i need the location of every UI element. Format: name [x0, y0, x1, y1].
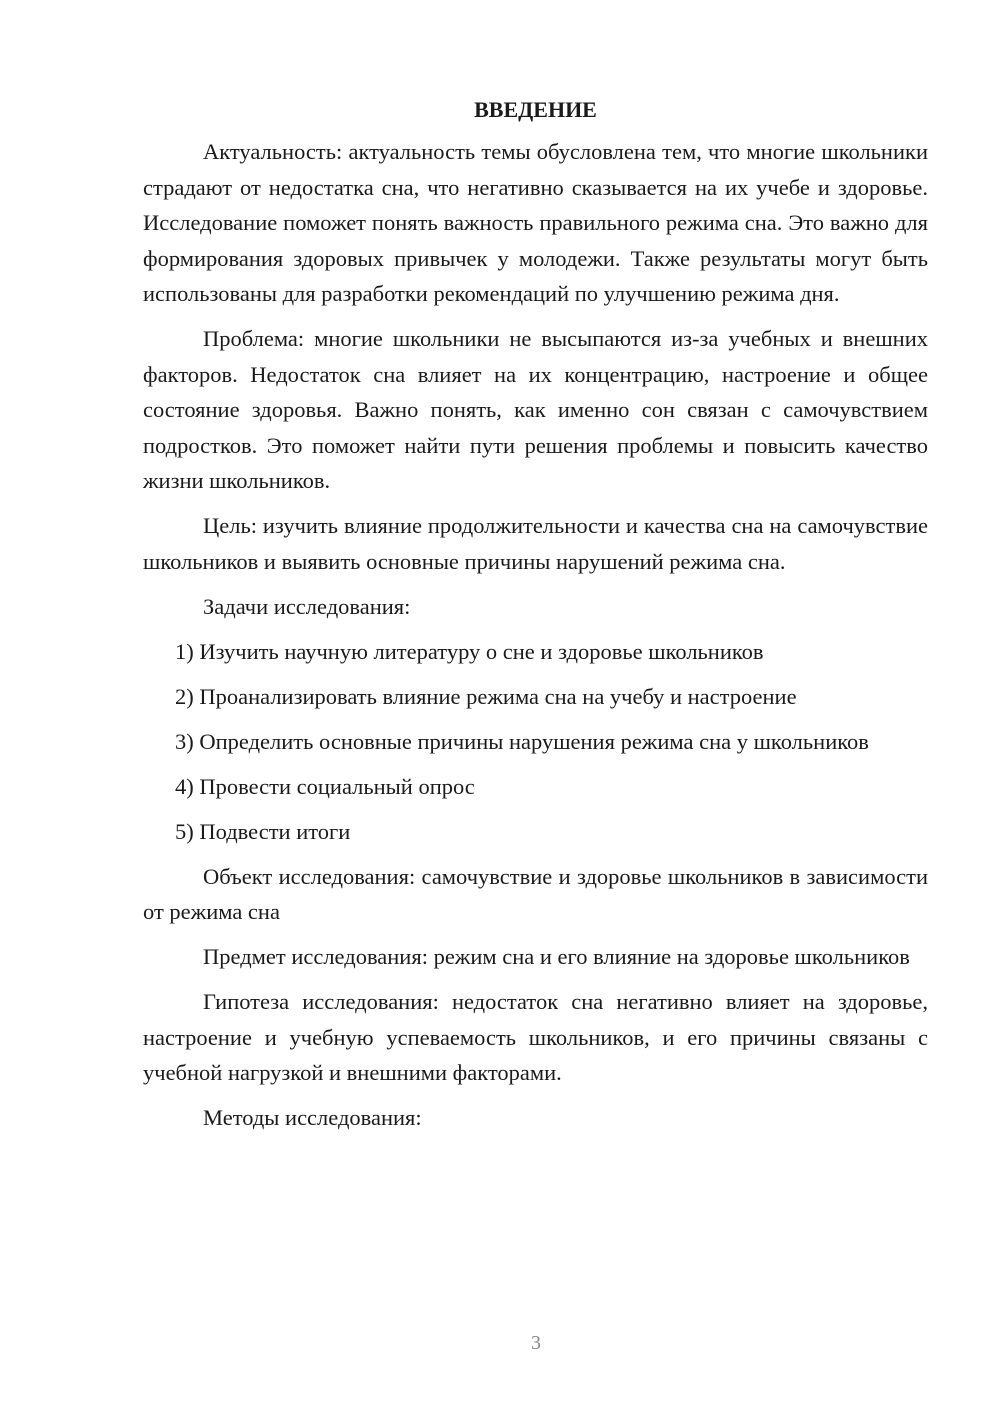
tasks-heading: Задачи исследования:	[203, 593, 411, 619]
page-number: 3	[531, 1332, 541, 1354]
task-item: 5) Подвести итоги	[175, 818, 351, 844]
hypothesis-paragraph: Гипотеза исследования: недостаток сна негативно влияет на здоровье, настроение и учебную успеваемость школьников, и его причины связаны с учебной нагрузкой и внешними факторами.	[143, 989, 928, 1085]
task-item: 4) Провести социальный опрос	[175, 773, 475, 799]
tasks-list	[143, 634, 928, 850]
task-item: 2) Проанализировать влияние режима сна на учебу и настроение	[175, 683, 797, 709]
section-title: ВВЕДЕНИЕ	[474, 97, 597, 122]
object-paragraph: Объект исследования: самочувствие и здоровье школьников в зависимости от режима сна	[143, 863, 928, 924]
task-item: 1) Изучить научную литературу о сне и здоровье школьников	[175, 638, 764, 664]
methods-heading: Методы исследования:	[203, 1105, 422, 1130]
relevance-paragraph: Актуальность: актуальность темы обусловлена тем, что многие школьники страдают от недостатка сна, что негативно сказывается на их учебе и здоровье. Исследование поможет понять важность правильного режима сна. Это важно для формирования здоровых привычек у молодежи. Также результаты могут быть использованы для разработки рекомендаций по улучшению режима дня.	[143, 139, 928, 306]
page-content	[143, 92, 928, 1145]
task-item: 3) Определить основные причины нарушения режима сна у школьников	[175, 728, 869, 754]
subject-paragraph: Предмет исследования: режим сна и его влияние на здоровье школьников	[203, 944, 910, 969]
problem-paragraph: Проблема: многие школьники не высыпаются из-за учебных и внешних факторов. Недостаток сна влияет на их концентрацию, настроение и общее состояние здоровья. Важно понять, как именно сон связан с самочувствием подростков. Это поможет найти пути решения проблемы и повысить качество жизни школьников.	[143, 326, 928, 493]
goal-paragraph: Цель: изучить влияние продолжительности и качества сна на самочувствие школьников и выявить основные причины нарушений режима сна.	[143, 513, 928, 574]
